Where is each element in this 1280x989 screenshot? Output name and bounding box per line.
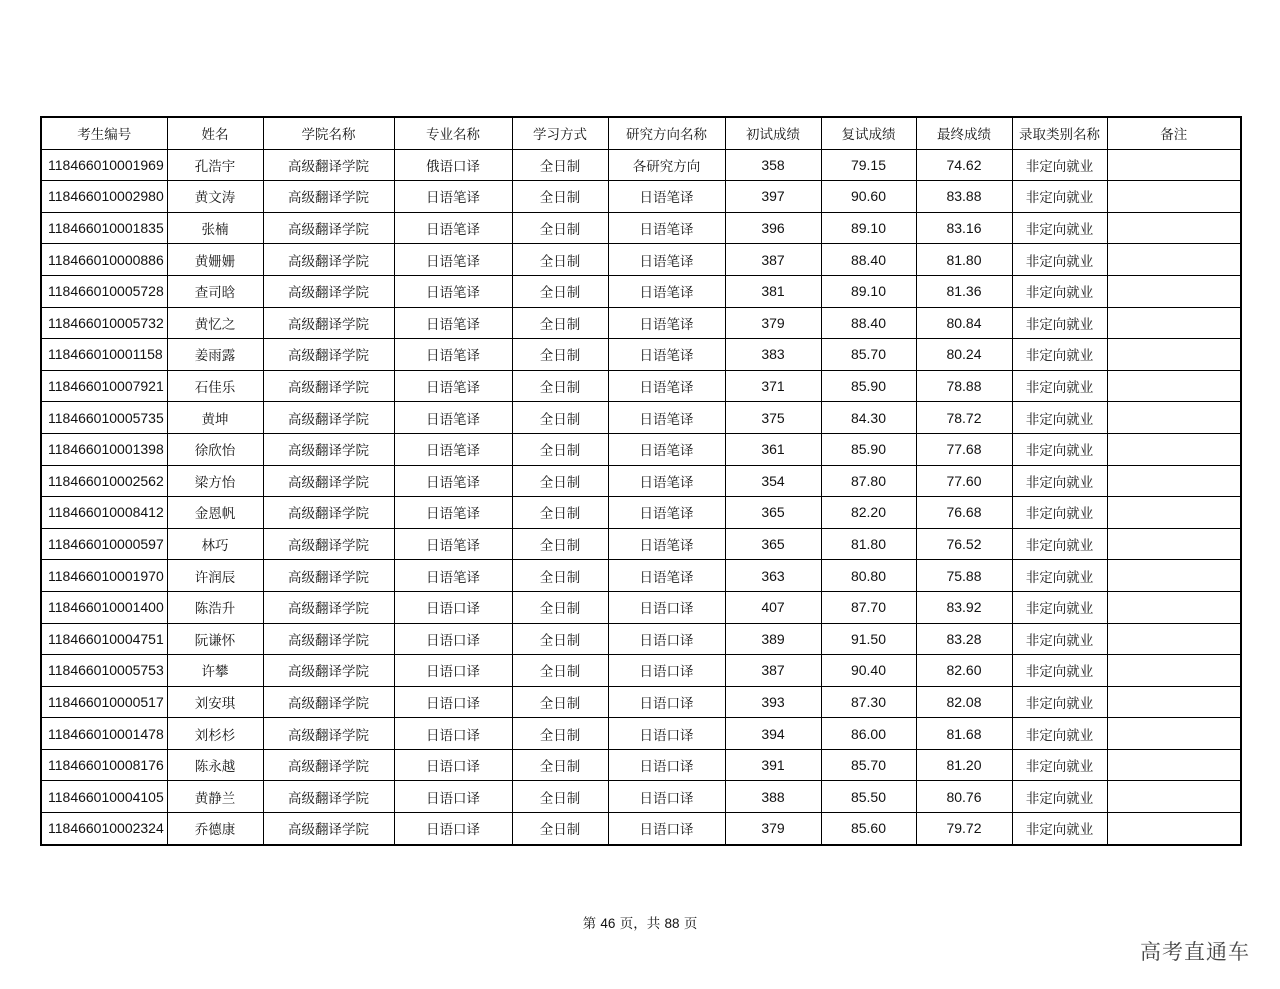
cell-exam-id: 118466010005735	[41, 402, 167, 434]
table-row	[41, 591, 1241, 623]
footer-suffix: 页	[683, 916, 698, 932]
cell-remarks	[1107, 433, 1241, 465]
cell-remarks	[1107, 402, 1241, 434]
cell-major: 日语笔译	[394, 244, 512, 276]
cell-retest-score: 86.00	[821, 718, 916, 750]
cell-study-mode: 全日制	[512, 307, 608, 339]
table-row	[41, 749, 1241, 781]
cell-remarks	[1107, 813, 1241, 845]
cell-study-mode: 全日制	[512, 686, 608, 718]
cell-name: 乔德康	[167, 813, 263, 845]
cell-initial-score: 379	[725, 307, 821, 339]
cell-admission-type: 非定向就业	[1012, 686, 1107, 718]
cell-study-mode: 全日制	[512, 465, 608, 497]
cell-remarks	[1107, 149, 1241, 181]
cell-major: 日语笔译	[394, 560, 512, 592]
table-body	[41, 149, 1241, 845]
cell-study-mode: 全日制	[512, 560, 608, 592]
cell-exam-id: 118466010008412	[41, 497, 167, 529]
cell-major: 日语口译	[394, 623, 512, 655]
cell-name: 陈永越	[167, 749, 263, 781]
cell-college: 高级翻译学院	[263, 402, 394, 434]
cell-exam-id: 118466010004751	[41, 623, 167, 655]
cell-retest-score: 79.15	[821, 149, 916, 181]
cell-admission-type: 非定向就业	[1012, 655, 1107, 687]
cell-admission-type: 非定向就业	[1012, 212, 1107, 244]
cell-name: 查司晗	[167, 275, 263, 307]
page-footer	[0, 912, 1280, 932]
cell-initial-score: 381	[725, 275, 821, 307]
cell-major: 日语笔译	[394, 528, 512, 560]
cell-retest-score: 85.90	[821, 370, 916, 402]
cell-retest-score: 87.80	[821, 465, 916, 497]
cell-study-mode: 全日制	[512, 149, 608, 181]
cell-admission-type: 非定向就业	[1012, 528, 1107, 560]
cell-study-mode: 全日制	[512, 813, 608, 845]
watermark: 高考直通车	[1140, 940, 1250, 964]
cell-study-mode: 全日制	[512, 781, 608, 813]
cell-college: 高级翻译学院	[263, 275, 394, 307]
cell-final-score: 78.88	[916, 370, 1012, 402]
table-row	[41, 244, 1241, 276]
cell-initial-score: 388	[725, 781, 821, 813]
header-major: 专业名称	[394, 117, 512, 149]
cell-exam-id: 118466010005732	[41, 307, 167, 339]
header-retest-score: 复试成绩	[821, 117, 916, 149]
footer-middle: 页，共	[619, 916, 661, 932]
cell-remarks	[1107, 370, 1241, 402]
cell-exam-id: 118466010002562	[41, 465, 167, 497]
cell-remarks	[1107, 465, 1241, 497]
header-study-mode: 学习方式	[512, 117, 608, 149]
cell-study-mode: 全日制	[512, 402, 608, 434]
cell-college: 高级翻译学院	[263, 718, 394, 750]
cell-college: 高级翻译学院	[263, 181, 394, 213]
cell-research-direction: 日语口译	[608, 686, 725, 718]
table-row	[41, 339, 1241, 371]
cell-admission-type: 非定向就业	[1012, 497, 1107, 529]
header-exam-id: 考生编号	[41, 117, 167, 149]
cell-major: 日语口译	[394, 749, 512, 781]
cell-remarks	[1107, 528, 1241, 560]
cell-admission-type: 非定向就业	[1012, 591, 1107, 623]
cell-final-score: 81.36	[916, 275, 1012, 307]
cell-final-score: 80.84	[916, 307, 1012, 339]
table-row	[41, 370, 1241, 402]
cell-name: 张楠	[167, 212, 263, 244]
cell-admission-type: 非定向就业	[1012, 560, 1107, 592]
cell-exam-id: 118466010004105	[41, 781, 167, 813]
cell-initial-score: 375	[725, 402, 821, 434]
cell-name: 林巧	[167, 528, 263, 560]
table-row	[41, 623, 1241, 655]
cell-retest-score: 82.20	[821, 497, 916, 529]
cell-initial-score: 387	[725, 244, 821, 276]
cell-remarks	[1107, 497, 1241, 529]
cell-college: 高级翻译学院	[263, 149, 394, 181]
cell-retest-score: 89.10	[821, 275, 916, 307]
cell-study-mode: 全日制	[512, 370, 608, 402]
cell-major: 日语笔译	[394, 370, 512, 402]
cell-major: 日语笔译	[394, 497, 512, 529]
admission-table	[40, 116, 1242, 846]
cell-final-score: 77.68	[916, 433, 1012, 465]
cell-study-mode: 全日制	[512, 528, 608, 560]
table-row	[41, 655, 1241, 687]
cell-name: 刘杉杉	[167, 718, 263, 750]
cell-initial-score: 407	[725, 591, 821, 623]
cell-final-score: 82.08	[916, 686, 1012, 718]
cell-study-mode: 全日制	[512, 497, 608, 529]
cell-research-direction: 日语笔译	[608, 212, 725, 244]
cell-remarks	[1107, 307, 1241, 339]
table-row	[41, 149, 1241, 181]
cell-college: 高级翻译学院	[263, 591, 394, 623]
cell-study-mode: 全日制	[512, 749, 608, 781]
cell-name: 徐欣怡	[167, 433, 263, 465]
cell-remarks	[1107, 181, 1241, 213]
cell-study-mode: 全日制	[512, 275, 608, 307]
cell-research-direction: 日语笔译	[608, 181, 725, 213]
cell-initial-score: 393	[725, 686, 821, 718]
table-row	[41, 275, 1241, 307]
header-admission-type: 录取类别名称	[1012, 117, 1107, 149]
cell-admission-type: 非定向就业	[1012, 718, 1107, 750]
cell-major: 日语笔译	[394, 275, 512, 307]
cell-research-direction: 日语口译	[608, 623, 725, 655]
cell-final-score: 83.92	[916, 591, 1012, 623]
cell-name: 黄静兰	[167, 781, 263, 813]
cell-admission-type: 非定向就业	[1012, 149, 1107, 181]
cell-study-mode: 全日制	[512, 591, 608, 623]
table-row	[41, 813, 1241, 845]
cell-admission-type: 非定向就业	[1012, 402, 1107, 434]
cell-name: 黄文涛	[167, 181, 263, 213]
cell-admission-type: 非定向就业	[1012, 623, 1107, 655]
cell-name: 刘安琪	[167, 686, 263, 718]
cell-research-direction: 日语口译	[608, 813, 725, 845]
cell-initial-score: 389	[725, 623, 821, 655]
cell-college: 高级翻译学院	[263, 244, 394, 276]
cell-major: 日语笔译	[394, 181, 512, 213]
cell-research-direction: 日语笔译	[608, 528, 725, 560]
cell-remarks	[1107, 686, 1241, 718]
cell-research-direction: 日语口译	[608, 655, 725, 687]
table-row	[41, 560, 1241, 592]
cell-major: 日语口译	[394, 655, 512, 687]
cell-initial-score: 365	[725, 528, 821, 560]
cell-major: 日语笔译	[394, 339, 512, 371]
cell-initial-score: 361	[725, 433, 821, 465]
cell-major: 日语口译	[394, 813, 512, 845]
cell-final-score: 74.62	[916, 149, 1012, 181]
cell-major: 日语口译	[394, 718, 512, 750]
cell-research-direction: 日语口译	[608, 749, 725, 781]
cell-exam-id: 118466010007921	[41, 370, 167, 402]
table-row	[41, 307, 1241, 339]
cell-study-mode: 全日制	[512, 181, 608, 213]
cell-initial-score: 371	[725, 370, 821, 402]
cell-study-mode: 全日制	[512, 212, 608, 244]
cell-retest-score: 89.10	[821, 212, 916, 244]
cell-retest-score: 87.70	[821, 591, 916, 623]
footer-page-number: 46	[600, 916, 616, 931]
cell-college: 高级翻译学院	[263, 528, 394, 560]
cell-initial-score: 383	[725, 339, 821, 371]
table-row	[41, 718, 1241, 750]
cell-college: 高级翻译学院	[263, 781, 394, 813]
cell-remarks	[1107, 244, 1241, 276]
cell-research-direction: 日语笔译	[608, 370, 725, 402]
cell-remarks	[1107, 212, 1241, 244]
cell-final-score: 81.20	[916, 749, 1012, 781]
cell-remarks	[1107, 655, 1241, 687]
cell-exam-id: 118466010001400	[41, 591, 167, 623]
cell-retest-score: 85.60	[821, 813, 916, 845]
cell-study-mode: 全日制	[512, 433, 608, 465]
cell-research-direction: 日语笔译	[608, 465, 725, 497]
cell-college: 高级翻译学院	[263, 370, 394, 402]
cell-name: 黄姗姗	[167, 244, 263, 276]
cell-exam-id: 118466010000517	[41, 686, 167, 718]
cell-final-score: 83.28	[916, 623, 1012, 655]
cell-retest-score: 90.40	[821, 655, 916, 687]
cell-major: 日语笔译	[394, 433, 512, 465]
cell-major: 日语笔译	[394, 307, 512, 339]
cell-retest-score: 85.70	[821, 749, 916, 781]
cell-initial-score: 365	[725, 497, 821, 529]
cell-major: 日语笔译	[394, 402, 512, 434]
cell-initial-score: 387	[725, 655, 821, 687]
cell-exam-id: 118466010002980	[41, 181, 167, 213]
cell-major: 日语笔译	[394, 465, 512, 497]
cell-name: 梁方怡	[167, 465, 263, 497]
cell-study-mode: 全日制	[512, 718, 608, 750]
cell-research-direction: 日语口译	[608, 781, 725, 813]
cell-major: 日语口译	[394, 781, 512, 813]
table-row	[41, 402, 1241, 434]
cell-exam-id: 118466010000886	[41, 244, 167, 276]
cell-college: 高级翻译学院	[263, 212, 394, 244]
cell-exam-id: 118466010001970	[41, 560, 167, 592]
cell-admission-type: 非定向就业	[1012, 181, 1107, 213]
cell-major: 日语笔译	[394, 212, 512, 244]
cell-college: 高级翻译学院	[263, 307, 394, 339]
cell-exam-id: 118466010005728	[41, 275, 167, 307]
cell-admission-type: 非定向就业	[1012, 370, 1107, 402]
cell-name: 黄坤	[167, 402, 263, 434]
cell-retest-score: 85.50	[821, 781, 916, 813]
cell-research-direction: 日语口译	[608, 591, 725, 623]
cell-name: 金恩帆	[167, 497, 263, 529]
cell-college: 高级翻译学院	[263, 433, 394, 465]
cell-initial-score: 379	[725, 813, 821, 845]
cell-final-score: 80.76	[916, 781, 1012, 813]
cell-retest-score: 91.50	[821, 623, 916, 655]
cell-name: 陈浩升	[167, 591, 263, 623]
cell-research-direction: 日语笔译	[608, 275, 725, 307]
cell-college: 高级翻译学院	[263, 749, 394, 781]
cell-initial-score: 391	[725, 749, 821, 781]
cell-admission-type: 非定向就业	[1012, 244, 1107, 276]
cell-research-direction: 各研究方向	[608, 149, 725, 181]
cell-college: 高级翻译学院	[263, 623, 394, 655]
cell-admission-type: 非定向就业	[1012, 275, 1107, 307]
cell-research-direction: 日语笔译	[608, 560, 725, 592]
cell-exam-id: 118466010001398	[41, 433, 167, 465]
cell-research-direction: 日语笔译	[608, 433, 725, 465]
cell-college: 高级翻译学院	[263, 465, 394, 497]
cell-study-mode: 全日制	[512, 244, 608, 276]
cell-final-score: 82.60	[916, 655, 1012, 687]
cell-admission-type: 非定向就业	[1012, 339, 1107, 371]
table-header-row	[41, 117, 1241, 149]
table-row	[41, 686, 1241, 718]
cell-retest-score: 85.70	[821, 339, 916, 371]
table-row	[41, 181, 1241, 213]
cell-research-direction: 日语口译	[608, 718, 725, 750]
cell-initial-score: 354	[725, 465, 821, 497]
table-row	[41, 781, 1241, 813]
cell-name: 孔浩宇	[167, 149, 263, 181]
cell-final-score: 77.60	[916, 465, 1012, 497]
cell-final-score: 83.88	[916, 181, 1012, 213]
cell-remarks	[1107, 275, 1241, 307]
cell-study-mode: 全日制	[512, 339, 608, 371]
cell-remarks	[1107, 623, 1241, 655]
table-row	[41, 212, 1241, 244]
cell-admission-type: 非定向就业	[1012, 749, 1107, 781]
cell-name: 黄忆之	[167, 307, 263, 339]
cell-exam-id: 118466010001835	[41, 212, 167, 244]
cell-name: 许攀	[167, 655, 263, 687]
cell-name: 阮谦怀	[167, 623, 263, 655]
cell-initial-score: 396	[725, 212, 821, 244]
table-row	[41, 528, 1241, 560]
cell-final-score: 81.80	[916, 244, 1012, 276]
cell-final-score: 76.52	[916, 528, 1012, 560]
cell-exam-id: 118466010002324	[41, 813, 167, 845]
cell-final-score: 78.72	[916, 402, 1012, 434]
header-research-direction: 研究方向名称	[608, 117, 725, 149]
cell-major: 日语口译	[394, 591, 512, 623]
cell-name: 许润辰	[167, 560, 263, 592]
footer-total-pages: 88	[664, 916, 680, 931]
cell-remarks	[1107, 749, 1241, 781]
cell-admission-type: 非定向就业	[1012, 781, 1107, 813]
header-final-score: 最终成绩	[916, 117, 1012, 149]
cell-study-mode: 全日制	[512, 623, 608, 655]
cell-final-score: 79.72	[916, 813, 1012, 845]
header-college: 学院名称	[263, 117, 394, 149]
cell-exam-id: 118466010001478	[41, 718, 167, 750]
cell-major: 日语口译	[394, 686, 512, 718]
cell-college: 高级翻译学院	[263, 655, 394, 687]
cell-study-mode: 全日制	[512, 655, 608, 687]
cell-exam-id: 118466010001158	[41, 339, 167, 371]
cell-retest-score: 88.40	[821, 244, 916, 276]
cell-initial-score: 358	[725, 149, 821, 181]
header-name: 姓名	[167, 117, 263, 149]
cell-admission-type: 非定向就业	[1012, 307, 1107, 339]
footer-prefix: 第	[582, 916, 597, 932]
cell-exam-id: 118466010001969	[41, 149, 167, 181]
cell-college: 高级翻译学院	[263, 339, 394, 371]
cell-final-score: 76.68	[916, 497, 1012, 529]
cell-exam-id: 118466010008176	[41, 749, 167, 781]
cell-initial-score: 363	[725, 560, 821, 592]
cell-research-direction: 日语笔译	[608, 307, 725, 339]
header-remarks: 备注	[1107, 117, 1241, 149]
cell-college: 高级翻译学院	[263, 497, 394, 529]
cell-remarks	[1107, 718, 1241, 750]
cell-final-score: 75.88	[916, 560, 1012, 592]
cell-retest-score: 84.30	[821, 402, 916, 434]
cell-remarks	[1107, 560, 1241, 592]
cell-college: 高级翻译学院	[263, 813, 394, 845]
cell-initial-score: 397	[725, 181, 821, 213]
table-row	[41, 433, 1241, 465]
cell-remarks	[1107, 339, 1241, 371]
cell-retest-score: 88.40	[821, 307, 916, 339]
table-row	[41, 497, 1241, 529]
cell-research-direction: 日语笔译	[608, 497, 725, 529]
cell-final-score: 83.16	[916, 212, 1012, 244]
cell-college: 高级翻译学院	[263, 686, 394, 718]
cell-retest-score: 90.60	[821, 181, 916, 213]
cell-exam-id: 118466010000597	[41, 528, 167, 560]
cell-retest-score: 80.80	[821, 560, 916, 592]
header-initial-score: 初试成绩	[725, 117, 821, 149]
cell-initial-score: 394	[725, 718, 821, 750]
cell-research-direction: 日语笔译	[608, 402, 725, 434]
cell-final-score: 81.68	[916, 718, 1012, 750]
cell-admission-type: 非定向就业	[1012, 813, 1107, 845]
cell-retest-score: 87.30	[821, 686, 916, 718]
cell-research-direction: 日语笔译	[608, 244, 725, 276]
cell-retest-score: 85.90	[821, 433, 916, 465]
cell-college: 高级翻译学院	[263, 560, 394, 592]
cell-remarks	[1107, 781, 1241, 813]
cell-admission-type: 非定向就业	[1012, 433, 1107, 465]
cell-research-direction: 日语笔译	[608, 339, 725, 371]
cell-exam-id: 118466010005753	[41, 655, 167, 687]
cell-major: 俄语口译	[394, 149, 512, 181]
table-row	[41, 465, 1241, 497]
cell-retest-score: 81.80	[821, 528, 916, 560]
cell-name: 姜雨露	[167, 339, 263, 371]
cell-admission-type: 非定向就业	[1012, 465, 1107, 497]
cell-remarks	[1107, 591, 1241, 623]
cell-name: 石佳乐	[167, 370, 263, 402]
cell-final-score: 80.24	[916, 339, 1012, 371]
